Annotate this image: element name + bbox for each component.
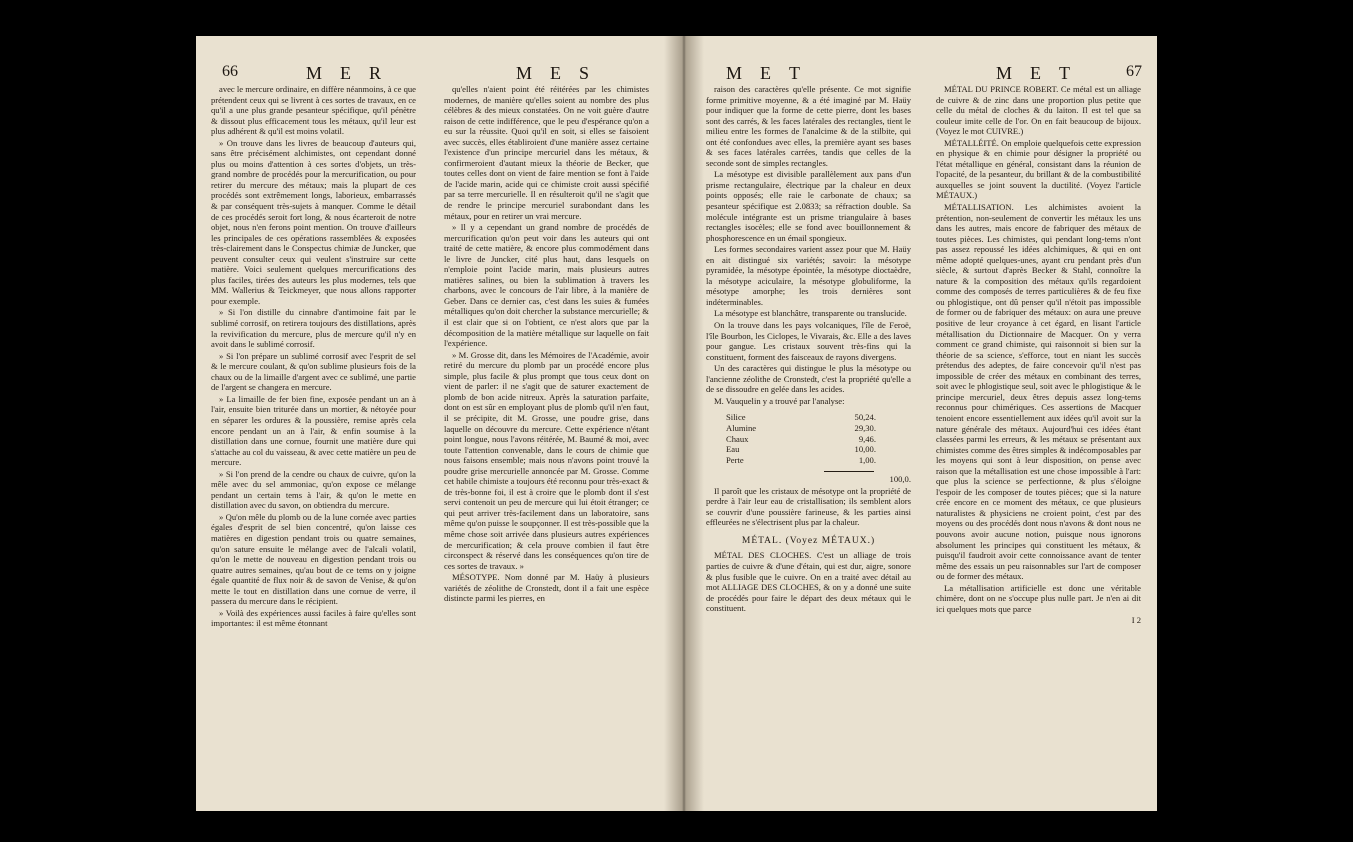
running-head-left-2: MES [516,63,608,83]
paragraph: La mésotype est divisible parallèlement aux pans d'un prisme rectangulaire, électrique par la chaleur en deux points opposés; elle raie le carbonate de chaux; sa pesanteur spécifique est 2.0833; sa réfraction double. Sa molécule intégrante est un prisme triangulaire à bases rectangles isocèles; elle se fond avec bouillonnement & phosphorescence en un émail spongieux. [706,169,911,243]
right-page [686,36,1157,811]
paragraph: » Si l'on prépare un sublimé corrosif avec l'esprit de sel & le mercure coulant, & qu'on sublime plusieurs fois de la chaux ou de la limaille d'argent avec ce sublimé, une partie de l'argent se changera en mercure. [211,350,416,393]
paragraph: » La limaille de fer bien fine, exposée pendant un an à l'air, ensuite bien triturée dans un mortier, & nétoyée pour en séparer les ordures & la poussière, remise après cela encore pendant un an à l'air, & enfin soumise à la distillation dans une cornue, fournit une matière dure qui s'attache au col du vaisseau, & avec cette matière un peu de mercure. [211,393,416,468]
paragraph: On la trouve dans les pays volcaniques, l'île de Feroë, l'île Bourbon, les Ciclopes, le Vivarais, &c. Elle a des laves pour gangue. Les cristaux souvent très-fins qui la constituent, forment des faisceaux de rayons divergens. [706,320,911,362]
paragraph: M. Vauquelin y a trouvé par l'analyse: [714,395,845,406]
paragraph: La mésotype est blanchâtre, transparente ou translucide. [714,308,907,319]
paragraph: avec le mercure ordinaire, en diffère néanmoins, à ce que prétendent ceux qui se livrent à ces sortes de travaux, en ce qu'il a une plus grande pesanteur spécifique, qu'il pénètre & dissout plus efficacement tous les métaux, qu'il leur est plus adhérent & qu'il est moins volatil. [211,84,416,137]
paragraph: » Voilà des expériences aussi faciles à faire qu'elles sont importantes: il est même étonnant [211,607,416,629]
paragraph: » Il y a cependant un grand nombre de procédés de mercurification qu'on peut voir dans les auteurs qui ont traité de cette matière, & encore plus commodément dans le livre de Juncker, cité plus haut, dans lesquels on n'emploie point l'acide marin, mais plusieurs autres matières salines, ou bien la sublimation à travers les charbons, avec le concours de l'air libre, à la manière de Geber. Dans ce dernier cas, c'est dans les suies & fumées métalliques qu'on doit chercher la substance mercurielle; & il est clair que si on l'obtient, ce n'est alors que par la décomposition de la matière métallique sur laquelle on fait l'expérience. [444,222,649,349]
table-row: Silice 50,24. [726,412,876,423]
left-column-1 [211,84,416,796]
entry-heading: MÉTAL. (Voyez MÉTAUX.) [741,535,876,546]
left-page [196,36,686,811]
table-row: Alumine 29,30. [726,422,876,433]
paragraph: MÉTAL DES CLOCHES. C'est un alliage de trois parties de cuivre & d'une d'étain, qui est dur, aigre, sonore & plus fusible que le cuivre. On en a traité avec détail au mot ALLIAGE DES CLOCHES, & on y a donné une suite de procédés pour faire le départ des deux métaux qui le constituent. [706,550,911,614]
analysis-total: 100,0. [889,474,911,485]
paragraph: » Si l'on distille du cinnabre d'antimoine fait par le sublimé corrosif, on retirera toujours des distillations, après la revivification du mercure, plus de mercure qu'il n'y en avoit dans le sublimé corrosif. [211,307,416,350]
signature-mark: I 2 [1131,615,1141,626]
paragraph: » On trouve dans les livres de beaucoup d'auteurs qui, sans être précisément alchimistes, ont cependant donné plus ou moins d'attention à ces sortes d'objets, un très-grand nombre de procédés pour la mercurification, ou pour retirer du mercure des métaux; mais la plupart de ces procédés sont extrêmement longs, laborieux, embarrassés & par conséquent très-sujets à manquer. Comme le détail de ces procédés seroit fort long, & nous écarteroit de notre objet, nous n'en ferons point mention. On trouve d'ailleurs les principales de ces opérations rassemblées & exposées très-clairement dans le Conspectus chimiæ de Juncker, que peuvent consulter ceux qui veulent s'instruire sur cette matière. Voici seulement quelques mercurifications des plus faciles, tirées des auteurs les plus modernes, tels que MM. Wallerius & Teickmeyer, que nous allons rapporter pour exemple. [211,137,416,306]
running-head-right-2: MET [996,63,1088,83]
table-row: Chaux 9,46. [726,433,876,444]
paragraph: raison des caractères qu'elle présente. Ce mot signifie forme primitive moyenne, & a été imaginé par M. Haüy pour indiquer que la forme de cette pierre, dont les bases sont des carrés, & les faces latérales des rectangles, tient le milieu entre les formes de l'analcime & de la stilbite, qui ont été confondues avec elles, la première ayant ses bases & ses faces latérales carrées, tandis que celles de la seconde sont de simples rectangles. [706,84,911,168]
right-column-1 [706,84,911,796]
paragraph: MÉTALLISATION. Les alchimistes avoient la prétention, non-seulement de convertir les métaux les uns dans les autres, mais encore de fabriquer des métaux de toutes pièces. Les chimistes, qui pendant long-tems n'ont pas assez repoussé les idées alchimiques, & qui en ont même adopté quelques-unes, ayant cru pendant près d'un siècle, & surtout d'après Becker & Stahl, connoître la nature & la composition des métaux qu'ils regardoient comme des composés de terres particulières & de feu fixe ou phlogistique, ont dû penser qu'il n'étoit pas impossible de former ou de fabriquer des métaux: on aura une preuve positive de leur croyance à cet égard, en lisant l'article métallisation du Dictionnaire de Macquer. On y verra comment ce grand chimiste, qui raisonnoit si bien sur la théorie de sa science, s'efforce, tout en niant les succès prétendus des adeptes, de faire concevoir qu'il n'est pas impossible de créer des métaux en combinant des terres, soit avec le phlogistique seul, soit avec le phlogistique & le principe mercuriel, deux êtres depuis assez long-tems reconnus pour chimériques. Ces assertions de Macquer tenoient encore essentiellement aux idées qu'il avoit sur la nature générale des métaux. Aujourd'hui ces idées étant classées parmi les erreurs, & les métaux se présentant aux chimistes comme des êtres simples & indécomposables par les moyens qui sont à leur disposition, on pense avec raison que la métallisation est une chose impossible à l'art: que plus la science se perfectionne, & plus s'éloigne l'espoir de les composer de toutes pièces; que si la nature crée encore en ce moment des métaux, ce que plusieurs naturalistes & physiciens ne croient point, c'est par des moyens ou des procédés dont nous n'avons & dont nous ne pouvons avoir aucune notion, puisque nous ignorons absolument les principes qui constituent les métaux, & puisqu'il faudroit avoir cette connoissance avant de tenter même des essais un peu raisonnables sur l'art de composer ou de former des métaux. [936,202,1141,582]
page-number-right: 67 [1126,63,1142,80]
book-spread [196,36,1157,811]
paragraph: » Qu'on mêle du plomb ou de la lune cornée avec parties égales d'esprit de sel bien concentré, qu'on laisse ces matières en digestion pendant trois ou quatre semaines, qu'on sature ensuite le mélange avec de l'alcali volatil, qu'on le mette de nouveau en digestion pendant trois ou quatre autres semaines, qu'au bout de ce tems on y joigne égale quantité de flux noir & de savon de Venise, & qu'on mette le tout en distillation dans une cornue de verre, il passera du mercure dans le récipient. [211,511,416,607]
running-head-left-1: MER [306,63,400,83]
paragraph: Les formes secondaires varient assez pour que M. Haüy en ait distingué six variétés; savoir: la mésotype pyramidée, la mésotype épointée, la mésotype dioctaèdre, la mésotype aciculaire, la mésotype globuliforme, la mésotype amorphe; les trois dernières sont indéterminables. [706,244,911,307]
table-total-rule [824,471,874,472]
paragraph: MÉTAL DU PRINCE ROBERT. Ce métal est un alliage de cuivre & de zinc dans une proportion plus petite que celle du métal de cloches & du laiton. Il est tel que sa couleur imite celle de l'or. On en fait beaucoup de bijoux. (Voyez le mot CUIVRE.) [936,84,1141,137]
page-number-left: 66 [222,63,238,80]
analysis-table [726,412,876,465]
running-head-right-1: MET [726,63,818,83]
paragraph: Il paroît que les cristaux de mésotype ont la propriété de perdre à l'air leur eau de cristallisation; ils semblent alors se couvrir d'une poussière farineuse, & les parties ainsi effleurées ne s'électrisent plus par la chaleur. [706,485,911,528]
paragraph: Un des caractères qui distingue le plus la mésotype ou l'ancienne zéolithe de Cronstedt, c'est la propriété qu'elle a de se dissoudre en gelée dans les acides. [706,363,911,395]
right-column-2 [936,84,1141,796]
paragraph: » M. Grosse dit, dans les Mémoires de l'Académie, avoir retiré du mercure du plomb par un procédé encore plus simple, plus facile & plus prompt que tous ceux dont on vient de parler: il ne s'agit que de saturer exactement de plomb de bon acide nitreux. Après la saturation parfaite, dont on est sûr en employant plus de plomb qu'il n'en faut, il se précipite, dit M. Grosse, une poudre grise, dans laquelle on découvre du mercure. Cette expérience n'étant point longue, nous l'avons réitérée, M. Baumé & moi, avec toute l'attention convenable, dans le cours de chimie que nous faisons ensemble; mais nous n'avons point trouvé la poudre grise mercurielle annoncée par M. Grosse. Comme cet habile chimiste a toujours été reconnu pour très-exact & de très-bonne foi, il est à croire que le plomb dont il s'est servi contenoit un peu de mercure qui lui étoit étranger; ce qui peut arriver très-facilement dans un laboratoire, sans même qu'on puisse le soupçonner. Il est très-possible que la même chose soit arrivée dans plusieurs autres expériences de mercurification; & cela prouve combien il faut être circonspect & réservé dans les conséquences qu'on tire de ces sortes de travaux. » [444,349,649,571]
paragraph: MÉSOTYPE. Nom donné par M. Haüy à plusieurs variétés de zéolithe de Cronstedt, dont il a fait une espèce distincte parmi les pierres, en [444,572,649,604]
paragraph: La métallisation artificielle est donc une véritable chimère, dont on ne s'occupe plus nulle part. Je n'en ai dit ici quelques mots que parce [936,582,1141,614]
paragraph: qu'elles n'aient point été réitérées par les chimistes modernes, de manière qu'elles soient au nombre des plus célèbres & des mieux constatées. On ne voit guère d'autre raison de cette indifférence, que le peu d'espérance qu'on a eu sur la réussite. Quoi qu'il en soit, si elles se faisoient avec succès, elles établiroient d'une manière assez certaine l'existence d'un principe mercuriel dans les métaux, & confirmeroient d'autant mieux la théorie de Becker, que toutes celles dont on vient de faire mention se font à l'aide de l'acide marin, acide qui ce chimiste croit aussi spécifié par sa terre mercurielle. Il en résulteroit qu'il ne s'agit que de rendre le principe mercuriel surabondant dans les métaux, pour en retirer un vrai mercure. [444,84,649,221]
paragraph: MÉTALLÉITÉ. On emploie quelquefois cette expression en physique & en chimie pour désigner la propriété ou l'état métallique en général, consistant dans la réunion de l'opacité, de la pesanteur, du brillant & de la combustibilité auxquelles se joint souvent la ductilité. (Voyez l'article MÉTAUX.) [936,137,1141,201]
paragraph: » Si l'on prend de la cendre ou chaux de cuivre, qu'on la mêle avec du sel ammoniac, qu'on expose ce mélange pendant un certain tems à l'air, & qu'on le mette en distillation avec du savon, on obtiendra du mercure. [211,468,416,511]
left-column-2 [444,84,649,796]
table-row: Eau 10,00. [726,444,876,455]
table-row: Perte 1,00. [726,454,876,465]
